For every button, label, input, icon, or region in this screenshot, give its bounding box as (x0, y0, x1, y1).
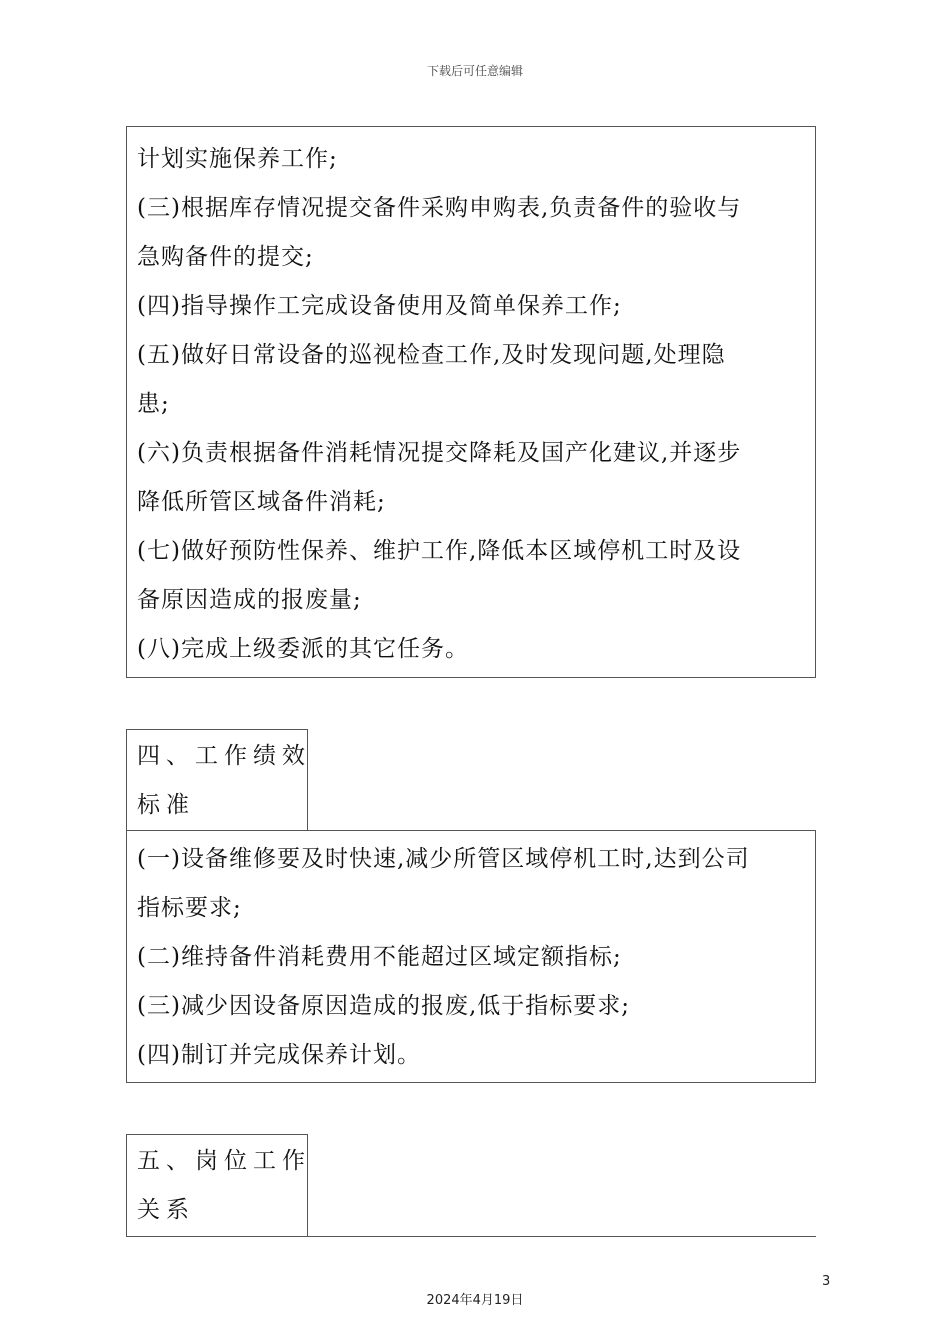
duty-line: (四)指导操作工完成设备使用及简单保养工作; (137, 293, 622, 319)
performance-standards-box (126, 830, 816, 1083)
duty-line: (六)负责根据备件消耗情况提交降耗及国产化建议,并逐步 (137, 440, 742, 466)
duty-line: (七)做好预防性保养、维护工作,降低本区域停机工时及设 (137, 538, 742, 564)
duty-line: 备原因造成的报废量; (137, 587, 362, 613)
page-header: 下载后可任意编辑 (426, 64, 523, 78)
duties-continuation-box (126, 126, 816, 678)
section4-title-line: 标准 (137, 792, 195, 818)
page-number: 3 (822, 1274, 831, 1289)
section5-title-line: 五、岗位工作 (137, 1148, 311, 1174)
section5-title-box (126, 1134, 311, 1236)
footer-date: 2024年4月19日 (426, 1293, 524, 1308)
duty-line: (五)做好日常设备的巡视检查工作,及时发现问题,处理隐 (137, 342, 726, 368)
standard-line: (三)减少因设备原因造成的报废,低于指标要求; (137, 993, 631, 1019)
duty-line: 降低所管区域备件消耗; (137, 489, 386, 515)
duty-line: 急购备件的提交; (137, 244, 314, 270)
duty-line: (三)根据库存情况提交备件采购申购表,负责备件的验收与 (137, 195, 742, 221)
duty-line: 计划实施保养工作; (137, 146, 338, 172)
duty-line: (八)完成上级委派的其它任务。 (137, 636, 469, 662)
standard-line: 指标要求; (137, 895, 242, 921)
section5-title-line: 关系 (137, 1197, 195, 1223)
section4-title-line: 四、工作绩效 (137, 743, 311, 769)
standard-line: (四)制订并完成保养计划。 (137, 1042, 421, 1068)
section4-title-box (126, 729, 311, 831)
duty-line: 患; (137, 391, 170, 417)
standard-line: (二)维持备件消耗费用不能超过区域定额指标; (137, 944, 622, 970)
table-bottom-rule (126, 1236, 816, 1237)
standard-line: (一)设备维修要及时快速,减少所管区域停机工时,达到公司 (137, 846, 750, 872)
